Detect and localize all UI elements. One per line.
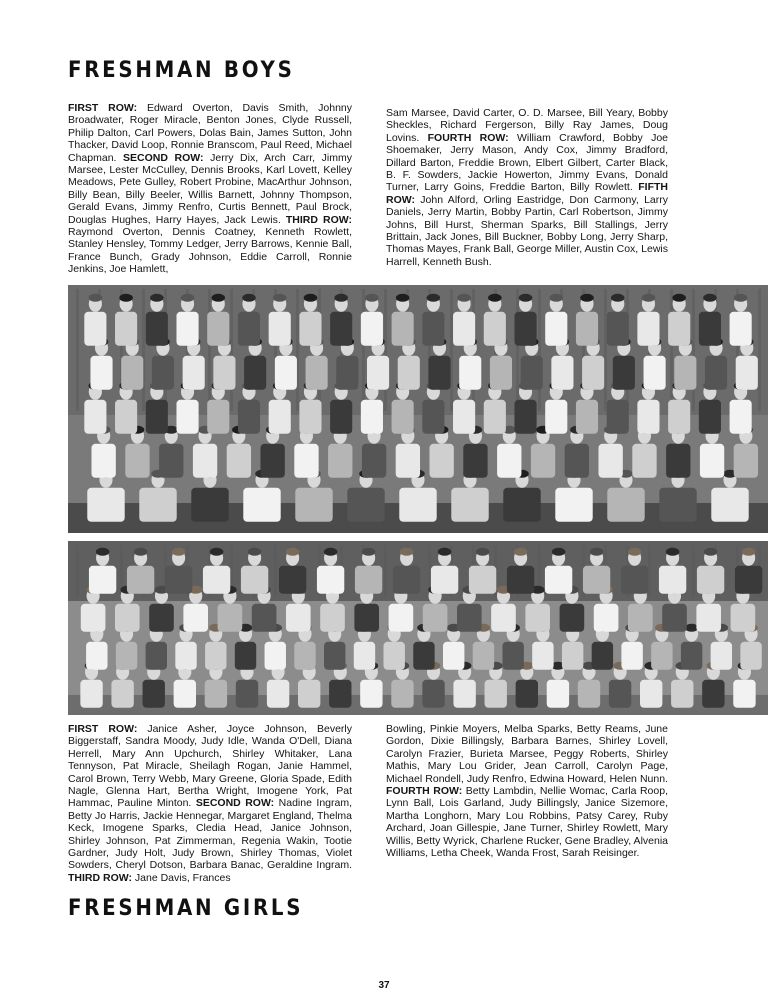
row-names: Jerry Dix, Arch Carr, Jimmy Marsee, Lester McCulley, Dennis Brooks, Karl Lovett, Kelley Meadows, Pete Gulley, Robert Probine, MacArthur Johnson, Billy Bean, Billy Beeler, Willis Barnett, Johnny Thompson, Gerald Evans, Jimmy Renfro, Curtis Bennett, Paul Brock, Douglas Hughes, Harry Hayes, Jack Lewis.: [68, 151, 352, 226]
row-names: Bowling, Pinkie Moyers, Melba Sparks, Betty Reams, June Gordon, Dixie Billingsly, Barbara Barnes, Shirley Lovell, Carolyn Frazier, Burieta Marsee, Peggy Roberts, Shirley Mathis, Mary Lou Grider, Jean Carroll, Carolyn Page, Michael Rondell, Judy Renfro, Edwina Howard, Helen Nunn.: [386, 723, 668, 785]
row-label: SECOND ROW:: [195, 797, 275, 810]
row-label: FIFTH ROW:: [386, 181, 668, 206]
freshman-boys-heading: FRESHMAN BOYS: [68, 58, 295, 83]
row-names: Betty Lambdin, Nellie Womac, Carla Roop, Lynn Ball, Lois Garland, Judy Billingsly, Janice Sizemore, Martha Longhorn, Mary Lou Robbins, Patsy Carey, Ruby Archard, Joan Gillespie, Jane Turner, Shirley Rowlett, Mary Willis, Betty Wyrick, Charlene Rucker, Gene Bradley, Alvenia Williams, Letha Cheek, Wanda Frost, Sarah Reisinger.: [386, 785, 668, 860]
row-label: SECOND ROW:: [123, 151, 204, 164]
freshman-boys-group-photo: [68, 285, 768, 533]
row-label: THIRD ROW:: [285, 213, 352, 226]
row-names: Nadine Ingram, Betty Jo Harris, Jackie Hennegar, Margaret England, Thelma Keck, Imogene Sparks, Cledia Head, Janice Johnson, Shirley Johnson, Pat Zimmerman, Regenia Wakin, Tootie Gardner, Judy Holt, Judy Brown, Shirley Thomas, Violet Sowders, Cheryl Dotson, Barbara Banac, Geraldine Ingram.: [68, 797, 353, 872]
row-label: FIRST ROW:: [68, 723, 138, 735]
freshman-girls-group-photo: [68, 541, 768, 715]
row-names: Edward Overton, Davis Smith, Johnny Broadwater, Roger Miracle, Benton Jones, Clyde Russell, Philip Dalton, Carl Powers, Dolas Bain, James Sutton, John Thacker, David Loop, Ronnie Branscom, Paul Reed, Michael Chapman.: [68, 102, 352, 164]
row-label: FOURTH ROW:: [427, 131, 509, 144]
page-number: 37: [378, 980, 390, 991]
girls-names-right-column: [386, 723, 668, 859]
row-label: FIRST ROW:: [68, 102, 138, 114]
photo-ground: [68, 695, 768, 715]
row-names: John Alford, Orling Eastridge, Don Carmony, Larry Daniels, Jerry Martin, Bobby Partin, Carl Robertson, Jimmy Johns, Bill Hurst, Sherman Sparks, Bill Stallings, Jerry Brittain, Jack Jones, Bill Buckner, Bobby Long, Jerry Sharp, Thomas Mayes, Frank Ball, George Miller, Austin Cox, Lewis Harrell, Kenneth Bush.: [386, 193, 668, 268]
row-label: THIRD ROW:: [68, 871, 132, 884]
row-names: Sam Marsee, David Carter, O. D. Marsee, Bill Yeary, Bobby Sheckles, Richard Fergerson, Billy Ray James, Doug Lovins.: [386, 107, 668, 144]
girls-names-left-column: [68, 723, 352, 884]
row-names: Raymond Overton, Dennis Coatney, Kenneth Rowlett, Stanley Hensley, Tommy Ledger, Jerry Barrows, Kennie Ball, France Bunch, Grady Johnson, Eddie Carroll, Ronnie Jenkins, Joe Hamlett,: [68, 226, 352, 276]
freshman-girls-heading: FRESHMAN GIRLS: [68, 896, 304, 921]
row-label: FOURTH ROW:: [386, 785, 463, 798]
row-names: Jane Davis, Frances: [131, 871, 231, 884]
boys-names-left-column: [68, 102, 352, 276]
row-names: Janice Asher, Joyce Johnson, Beverly Biggerstaff, Sandra Moody, Judy Idle, Wanda O'Dell, Diana Herrell, Mary Ann Upchurch, Shirley Whitaker, Lana Tennyson, Pat Miracle, Sheilagh Rogan, Janie Hammel, Carol Brown, Terry Webb, Mary Greene, Gloria Spade, Edith Nagle, Glenna Hart, Bertha Wright, Imogene York, Pat Hammac, Pauline Minton.: [68, 723, 353, 810]
row-names: William Crawford, Bobby Joe Shoemaker, Jerry Mason, Andy Cox, Jimmy Bradford, Dillard Barton, Freddie Brown, Elbert Gilbert, Carter Black, B. F. Sowders, Jackie Howerton, Jimmy Evans, Donald Turner, Larry Goins, Freddie Barton, Billy Rowlett.: [386, 131, 669, 194]
boys-names-right-column: [386, 107, 668, 268]
photo-backdrop: [68, 285, 768, 415]
